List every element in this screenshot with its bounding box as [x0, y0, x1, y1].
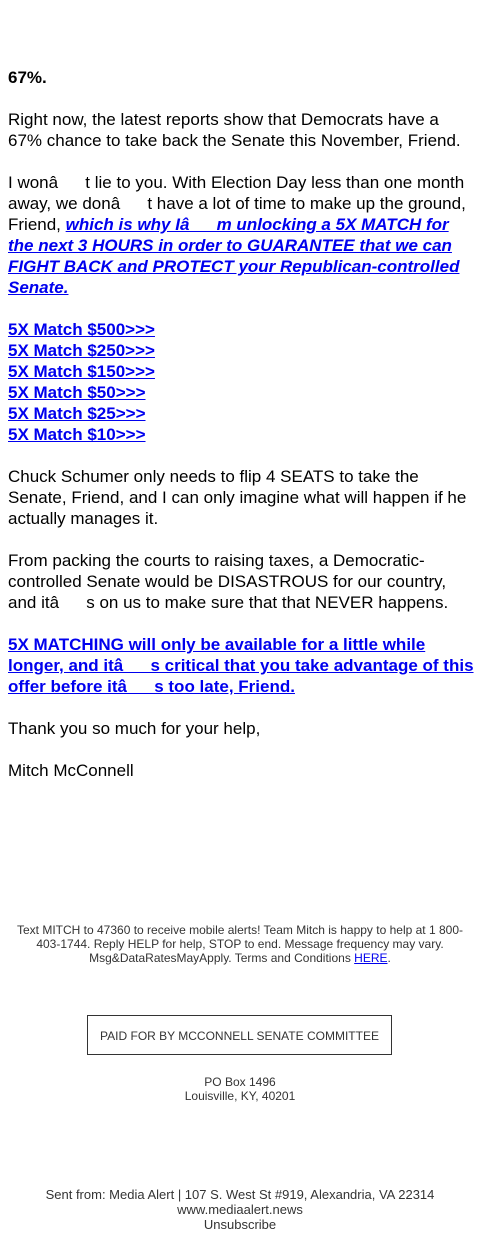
- match-link-list: [8, 319, 474, 445]
- match-10-link[interactable]: 5X Match $10>>>: [8, 425, 146, 444]
- match-offer-link[interactable]: which is why Iâm unlocking a 5X MATCH for the next 3 HOURS in order to GUARANTEE that we can FIGHT BACK and PROTECT your Republican-controlled Senate.: [8, 215, 460, 297]
- paragraph-election-day: [8, 172, 474, 298]
- city-state-zip: Louisville, KY, 40201: [184, 1089, 296, 1103]
- paragraph-election-day-text: I wonât lie to you. With Election Day less than one month away, we donât have a lot of time to make up the ground, Friend,: [8, 173, 466, 234]
- closing-line: Thank you so much for your help,: [8, 719, 261, 738]
- paragraph-reports: Right now, the latest reports show that Democrats have a 67% chance to take back the Senate this November, Friend.: [8, 110, 461, 150]
- sender-info: [0, 1187, 480, 1232]
- email-body: [8, 67, 474, 802]
- matching-cta-link[interactable]: 5X MATCHING will only be available for a little while longer, and itâs critical that you take advantage of this offer before itâs too late, Friend.: [8, 635, 474, 696]
- sent-from: Sent from: Media Alert | 107 S. West St #919, Alexandria, VA 22314: [45, 1187, 435, 1202]
- paragraph-courts: From packing the courts to raising taxes, a Democratic-controlled Senate would be DISASTROUS for our country, and itâs on us to make sure that that NEVER happens.: [8, 551, 449, 612]
- unsubscribe-link[interactable]: Unsubscribe: [203, 1217, 277, 1232]
- sms-disclaimer: [16, 923, 464, 965]
- paid-for-disclaimer: PAID FOR BY MCCONNELL SENATE COMMITTEE: [87, 1015, 392, 1055]
- match-150-link[interactable]: 5X Match $150>>>: [8, 362, 155, 381]
- paragraph-schumer: Chuck Schumer only needs to flip 4 SEATS to take the Senate, Friend, and I can only imagine what will happen if he actually manages it.: [8, 467, 467, 528]
- match-50-link[interactable]: 5X Match $50>>>: [8, 383, 146, 402]
- po-box: PO Box 1496: [204, 1075, 276, 1089]
- sms-disclaimer-end: .: [387, 951, 391, 965]
- match-250-link[interactable]: 5X Match $250>>>: [8, 341, 155, 360]
- mailing-address: [0, 1075, 480, 1103]
- sms-disclaimer-text: Text MITCH to 47360 to receive mobile alerts! Team Mitch is happy to help at 1 800-403-1744. Reply HELP for help, STOP to end. Message frequency may vary. Msg&DataRatesMayApply. Terms and Conditions: [17, 923, 463, 965]
- match-500-link[interactable]: 5X Match $500>>>: [8, 320, 155, 339]
- headline: 67%.: [8, 68, 47, 87]
- terms-link[interactable]: HERE: [354, 951, 388, 965]
- paragraph-matching-cta: [8, 634, 474, 697]
- website[interactable]: www.mediaalert.news: [177, 1202, 303, 1217]
- match-25-link[interactable]: 5X Match $25>>>: [8, 404, 146, 423]
- signature: Mitch McConnell: [8, 761, 134, 780]
